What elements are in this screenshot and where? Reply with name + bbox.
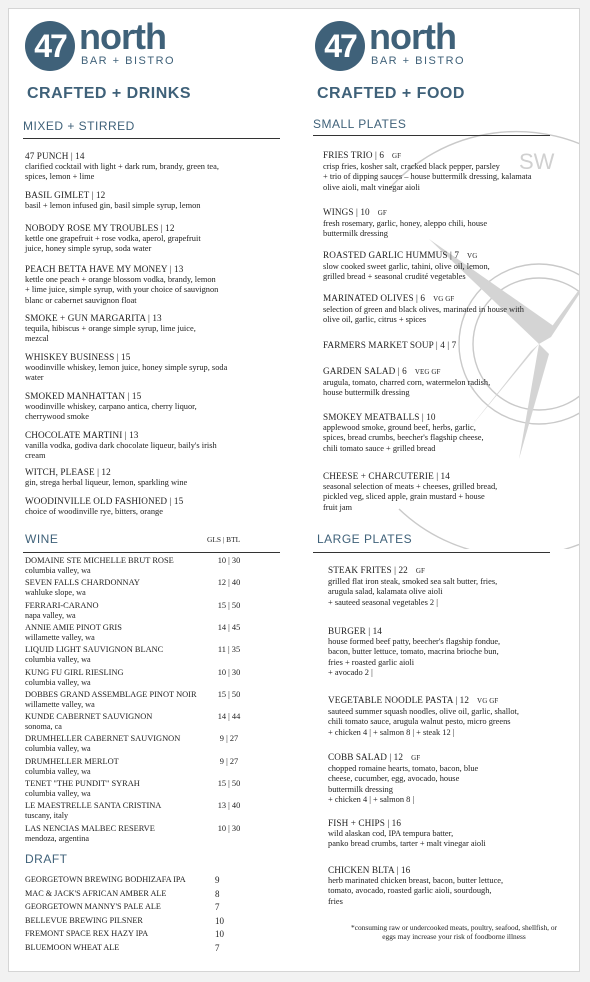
draft-price: 9	[215, 875, 220, 885]
item-description: wild alaskan cod, IPA tempura batter,	[328, 829, 454, 838]
item-description: spices, lemon + lime	[25, 172, 95, 182]
item-title	[25, 223, 201, 234]
wine-section-title: WINE	[25, 532, 59, 546]
dietary-tag: VEG GF	[414, 368, 441, 376]
item-title-text: FARMERS MARKET SOUP | 4 | 7	[323, 340, 457, 350]
wine-region: tuscany, italy	[25, 811, 69, 821]
wine-name: LE MAESTRELLE SANTA CRISTINA	[25, 801, 162, 811]
wine-row	[25, 556, 265, 576]
wine-row	[25, 734, 265, 754]
wine-name: KUNG FU GIRL RIESLING	[25, 667, 124, 677]
item-description: house formed beef patty, beecher's flagship fondue,	[328, 637, 501, 646]
item-title-text: SMOKED MANHATTAN | 15	[25, 391, 142, 401]
item-title	[25, 151, 219, 162]
wine-price: 10 | 30	[217, 667, 241, 677]
wine-row	[25, 578, 265, 598]
item-description: + lime juice, simple syrup, with your choice of sauvignon	[25, 285, 219, 295]
item-description: fruit jam	[323, 502, 353, 512]
draft-name: BLUEMOON WHEAT ALE	[25, 942, 120, 952]
item-title-text: SMOKE + GUN MARGARITA | 13	[25, 313, 162, 323]
wine-row	[25, 757, 265, 777]
draft-row	[25, 929, 265, 938]
svg-text:SW: SW	[519, 149, 555, 174]
menu-item	[25, 467, 187, 488]
wine-region: columbia valley, wa	[25, 789, 91, 798]
wine-name: KUNDE CABERNET SAUVIGNON	[25, 712, 153, 722]
menu-item	[323, 412, 484, 454]
wine-region: willamette valley, wa	[25, 699, 95, 709]
menu-item	[25, 430, 217, 462]
item-title-text: MARINATED OLIVES | 6	[323, 293, 426, 303]
wine-row	[25, 779, 265, 799]
logo	[313, 9, 575, 81]
menu-item	[323, 293, 524, 326]
item-description: sauteed summer squash noodles, olive oil, garlic, shallot,	[328, 707, 519, 716]
item-title-text: SMOKEY MEATBALLS | 10	[323, 412, 436, 422]
wine-name: SEVEN FALLS CHARDONNAY	[25, 578, 140, 588]
item-description: buttermilk dressing	[323, 229, 388, 239]
item-description: selection of green and black olives, marinated in house with	[323, 305, 524, 314]
wine-columns-header: GLS | BTL	[207, 535, 241, 544]
mixed-section-title: MIXED + STIRRED	[23, 119, 135, 133]
item-description: bacon, butter lettuce, tomato, macrina brioche bun,	[328, 647, 499, 657]
wine-region: columbia valley, wa	[25, 566, 91, 575]
wine-price: 15 | 50	[217, 600, 241, 610]
divider	[23, 138, 280, 139]
item-description: + avocado 2 |	[328, 668, 373, 678]
wine-name: FERRARI-CARANO	[25, 600, 99, 610]
item-description: kettle one grapefruit + rose vodka, aperol, grapefruit	[25, 234, 201, 243]
note-line: eggs may increase your risk of foodborne illness	[382, 932, 526, 941]
logo-badge: 47	[25, 21, 75, 71]
item-description: + trio of dipping sauces – house buttermilk dressing, kalamata	[323, 172, 532, 182]
draft-price: 10	[215, 929, 224, 939]
item-description: vanilla vodka, godiva dark chocolate liqueur, baily's irish	[25, 441, 217, 450]
menu-item	[323, 207, 487, 240]
draft-row	[25, 889, 265, 898]
item-title-text: CHICKEN BLTA | 16	[328, 865, 411, 875]
draft-name: FREMONT SPACE REX HAZY IPA	[25, 929, 149, 938]
menu-page	[8, 8, 580, 972]
menu-item	[323, 366, 490, 399]
item-description: arugula salad, kalamata olive aioli	[328, 587, 443, 597]
item-title	[328, 626, 500, 637]
wine-name: DRUMHELLER MERLOT	[25, 756, 119, 766]
item-title-text: STEAK FRITES | 22	[328, 565, 408, 575]
item-description: tomato, avocado, roasted garlic aioli, sourdough,	[328, 886, 492, 896]
item-description: olive aioli, malt vinegar aioli	[323, 182, 420, 192]
item-description: chili tomato sauce + grilled bread	[323, 443, 436, 453]
item-title-text: BASIL GIMLET | 12	[25, 190, 106, 200]
wine-row	[25, 712, 265, 732]
item-description: fries + roasted garlic aioli	[328, 657, 415, 667]
wine-region: columbia valley, wa	[25, 766, 91, 776]
wine-row	[25, 601, 265, 621]
item-title-text: FRIES TRIO | 6	[323, 150, 385, 160]
menu-item	[328, 695, 519, 738]
wine-name: TENET "THE PUNDIT" SYRAH	[25, 779, 140, 788]
draft-name: GEORGETOWN BREWING BODHIZAFA IPA	[25, 875, 186, 884]
dietary-tag: VG GF	[433, 295, 455, 303]
small-plates-title: SMALL PLATES	[313, 117, 407, 131]
item-title-text: WOODINVILLE OLD FASHIONED | 15	[25, 496, 184, 506]
item-description: seasonal selection of meats + cheeses, grilled bread,	[323, 482, 498, 491]
wine-name: DOMAINE STE MICHELLE BRUT ROSE	[25, 556, 174, 565]
item-description: fresh rosemary, garlic, honey, aleppo chili, house	[323, 219, 488, 228]
draft-price: 10	[215, 915, 224, 926]
wine-price: 9 | 27	[219, 734, 239, 744]
draft-row	[25, 943, 265, 952]
item-description: spices, bread crumbs, beecher's flagship cheese,	[323, 433, 484, 443]
wine-region: columbia valley, wa	[25, 744, 91, 754]
item-description: panko bread crumbs, tarter + malt vinegar aioli	[328, 839, 486, 849]
item-title-text: NOBODY ROSE MY TROUBLES | 12	[25, 223, 175, 233]
menu-item	[328, 752, 478, 806]
wine-name: DRUMHELLER CABERNET SAUVIGNON	[25, 734, 181, 744]
item-description: olive oil, garlic, citrus + spices	[323, 315, 427, 325]
item-title	[323, 471, 497, 482]
item-description: chili tomato sauce, arugula walnut pesto, micro greens	[328, 717, 511, 727]
wine-name: DOBBES GRAND ASSEMBLAGE PINOT NOIR	[25, 689, 197, 699]
item-description: grilled bread + seasonal crudité vegetables	[323, 272, 466, 282]
item-title	[328, 565, 497, 577]
large-plates-title: LARGE PLATES	[317, 532, 413, 546]
wine-price: 13 | 40	[217, 801, 241, 811]
wine-region: willamette valley, wa	[25, 632, 95, 642]
item-description: applewood smoke, ground beef, herbs, garlic,	[323, 423, 476, 432]
item-description: juice, honey simple syrup, soda water	[25, 244, 152, 254]
item-title-text: CHEESE + CHARCUTERIE | 14	[323, 471, 450, 481]
item-description: + sauteed seasonal vegetables 2 |	[328, 597, 438, 607]
wine-row	[25, 801, 265, 821]
item-description: + chicken 4 | + salmon 8 | + steak 12 |	[328, 727, 455, 737]
item-title-text: VEGETABLE NOODLE PASTA | 12	[328, 695, 470, 705]
item-description: buttermilk dressing	[328, 784, 393, 794]
item-title-text: FISH + CHIPS | 16	[328, 818, 402, 828]
logo-badge: 47	[315, 21, 365, 71]
food-safety-note	[323, 923, 580, 941]
menu-item	[328, 565, 497, 608]
draft-price: 7	[215, 902, 220, 912]
item-description: blanc or cabernet sauvignon float	[25, 295, 137, 305]
menu-item	[328, 818, 486, 850]
drinks-heading: CRAFTED + DRINKS	[27, 85, 192, 102]
menu-item	[25, 496, 183, 517]
item-description: fries	[328, 896, 343, 906]
item-title	[323, 293, 524, 305]
dietary-tag: GF	[415, 567, 426, 575]
menu-item	[328, 865, 503, 907]
item-title	[323, 412, 484, 423]
wine-region: wahluke slope, wa	[25, 588, 86, 598]
wine-price: 14 | 44	[217, 712, 241, 722]
menu-item	[25, 391, 197, 423]
item-title-text: WITCH, PLEASE | 12	[25, 467, 111, 477]
item-title-text: COBB SALAD | 12	[328, 752, 404, 762]
dietary-tag: GF	[392, 152, 402, 160]
wine-region: columbia valley, wa	[25, 655, 91, 665]
item-title	[323, 250, 490, 262]
item-title-text: CHOCOLATE MARTINI | 13	[25, 430, 139, 440]
menu-item	[25, 151, 219, 183]
food-heading: CRAFTED + FOOD	[317, 85, 465, 102]
item-description: house buttermilk dressing	[323, 388, 410, 398]
wine-row	[25, 668, 265, 688]
wine-price: 15 | 50	[217, 779, 241, 788]
item-description: basil + lemon infused gin, basil simple syrup, lemon	[25, 201, 201, 210]
item-description: tequila, hibiscus + orange simple syrup, lime juice,	[25, 324, 196, 333]
item-description: + chicken 4 | + salmon 8 |	[328, 795, 415, 805]
menu-item	[25, 352, 227, 384]
item-title	[323, 366, 490, 378]
dietary-tag: GF	[411, 754, 421, 762]
draft-row	[25, 875, 265, 884]
item-title	[323, 340, 456, 351]
item-description: cheese, cucumber, egg, avocado, house	[328, 774, 460, 784]
draft-price: 7	[215, 942, 220, 953]
wine-region: mendoza, argentina	[25, 833, 89, 843]
draft-row	[25, 902, 265, 911]
food-column	[313, 9, 575, 941]
draft-name: GEORGETOWN MANNY'S PALE ALE	[25, 902, 161, 911]
menu-item	[323, 340, 456, 351]
menu-item	[25, 313, 196, 345]
wine-name: LIQUID LIGHT SAUVIGNON BLANC	[25, 645, 164, 655]
drinks-column	[23, 9, 285, 953]
item-title	[328, 695, 519, 707]
menu-item	[25, 264, 218, 306]
logo-name: north	[79, 16, 166, 57]
wine-price: 9 | 27	[219, 756, 239, 766]
divider	[23, 552, 280, 553]
wine-region: napa valley, wa	[25, 610, 76, 620]
dietary-tag: GF	[377, 209, 387, 217]
wine-price: 10 | 30	[217, 556, 241, 565]
item-title	[25, 190, 200, 201]
wine-price: 12 | 40	[217, 578, 241, 588]
item-description: woodinville whiskey, carpano antica, cherry liquor,	[25, 402, 197, 411]
item-title-text: ROASTED GARLIC HUMMUS | 7	[323, 250, 460, 260]
logo	[23, 9, 285, 81]
wine-region: sonoma, ca	[25, 722, 62, 732]
divider	[313, 135, 550, 136]
wine-price: 15 | 50	[217, 689, 241, 699]
menu-item	[323, 150, 531, 193]
wine-row	[25, 690, 265, 710]
item-title	[25, 264, 218, 275]
item-title-text: WHISKEY BUSINESS | 15	[25, 352, 131, 362]
item-description: pickled veg, sliced apple, grain mustard + house	[323, 492, 485, 502]
item-description: cherrywood smoke	[25, 412, 89, 422]
logo-subtitle: BAR + BISTRO	[371, 55, 466, 67]
item-title	[323, 207, 487, 219]
wine-row	[25, 645, 265, 665]
item-description: water	[25, 373, 44, 383]
logo-name: north	[369, 16, 456, 57]
menu-item	[323, 250, 490, 283]
wine-price: 14 | 45	[217, 622, 241, 632]
item-title	[25, 496, 183, 507]
wine-price: 11 | 35	[217, 645, 241, 655]
item-description: herb marinated chicken breast, bacon, butter lettuce,	[328, 876, 504, 885]
item-title	[25, 391, 197, 402]
wine-row	[25, 824, 265, 844]
item-description: clarified cocktail with light + dark rum, brandy, green tea,	[25, 162, 219, 171]
item-description: woodinville whiskey, lemon juice, honey simple syrup, soda	[25, 363, 228, 372]
item-title	[323, 150, 531, 162]
item-description: gin, strega herbal liqueur, lemon, sparkling wine	[25, 478, 188, 487]
draft-name: BELLEVUE BREWING PILSNER	[25, 915, 143, 925]
item-title-text: PEACH BETTA HAVE MY MONEY | 13	[25, 264, 184, 274]
item-title	[328, 818, 486, 829]
item-description: cream	[25, 451, 46, 461]
item-description: kettle one peach + orange blossom vodka, brandy, lemon	[25, 275, 216, 284]
item-title	[328, 752, 478, 764]
item-title	[25, 352, 227, 363]
wine-region: columbia valley, wa	[25, 677, 91, 687]
divider	[313, 552, 550, 553]
item-description: choice of woodinville rye, bitters, orange	[25, 507, 163, 516]
logo-subtitle: BAR + BISTRO	[81, 55, 176, 67]
draft-row	[25, 916, 265, 925]
item-title-text: WINGS | 10	[323, 207, 370, 217]
draft-section-title: DRAFT	[25, 852, 68, 866]
note-line: *consuming raw or undercooked meats, poultry, seafood, shellfish, or	[351, 923, 557, 932]
item-title-text: 47 PUNCH | 14	[25, 151, 85, 161]
wine-name: ANNIE AMIE PINOT GRIS	[25, 622, 122, 632]
item-description: chopped romaine hearts, tomato, bacon, blue	[328, 764, 479, 773]
wine-row	[25, 623, 265, 643]
item-description: slow cooked sweet garlic, tahini, olive oil, lemon,	[323, 262, 490, 271]
dietary-tag: VG GF	[477, 697, 499, 705]
item-description: crisp fries, kosher salt, cracked black pepper, parsley	[323, 162, 500, 171]
dietary-tag: VG	[467, 252, 478, 260]
item-description: mezcal	[25, 334, 49, 344]
item-title	[25, 313, 196, 324]
item-title	[328, 865, 503, 876]
menu-item	[25, 223, 201, 255]
item-title	[25, 430, 217, 441]
item-description: arugula, tomato, charred corn, watermelon radish,	[323, 378, 491, 387]
menu-item	[328, 626, 500, 679]
item-description: grilled flat iron steak, smoked sea salt butter, fries,	[328, 577, 498, 586]
draft-price: 8	[215, 888, 220, 899]
wine-name: LAS NENCIAS MALBEC RESERVE	[25, 823, 155, 833]
wine-price: 10 | 30	[217, 823, 241, 833]
draft-name: MAC & JACK'S AFRICAN AMBER ALE	[25, 888, 167, 898]
item-title	[25, 467, 187, 478]
item-title-text: BURGER | 14	[328, 626, 382, 636]
item-title-text: GARDEN SALAD | 6	[323, 366, 407, 376]
menu-item	[323, 471, 497, 513]
menu-item	[25, 190, 200, 211]
